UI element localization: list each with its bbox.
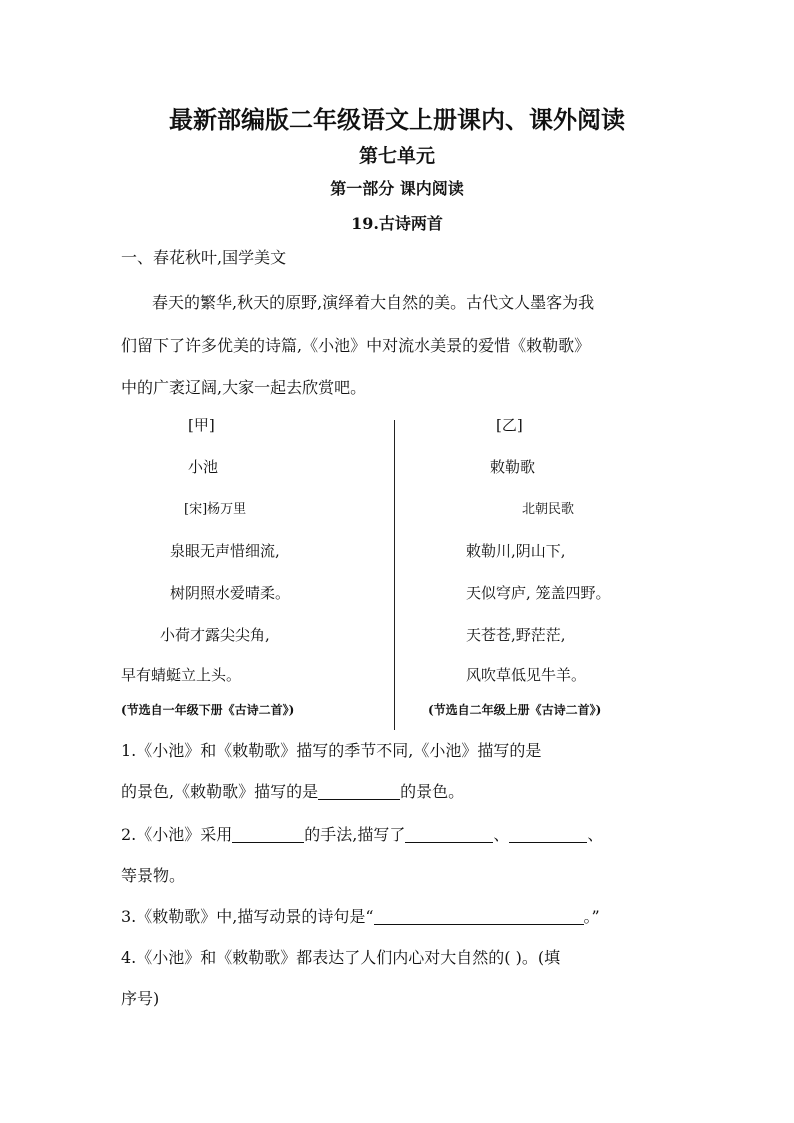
poem-a-mark: [甲] (188, 416, 215, 434)
question-3-text-a: 3.《敕勒歌》中,描写动景的诗句是“ (121, 907, 374, 926)
question-2-text-b: 的手法,描写了 (304, 825, 406, 844)
part-heading: 第一部分 课内阅读 (330, 179, 464, 198)
question-2-text-a: 2.《小池》采用 (121, 825, 233, 844)
intro-line-2: 们留下了许多优美的诗篇,《小池》中对流水美景的爱惜《敕勒歌》 (121, 336, 591, 355)
poem-b-line-3: 天苍苍,野茫茫, (466, 626, 566, 644)
document-title: 最新部编版二年级语文上册课内、课外阅读 (169, 105, 625, 134)
question-1-line-2 (121, 779, 464, 802)
poem-a-author: [宋]杨万里 (184, 502, 247, 517)
poem-a-title: 小池 (188, 458, 219, 476)
answer-blank-1[interactable] (318, 783, 400, 800)
unit-heading: 第七单元 (358, 145, 435, 167)
section-heading: 一、春花秋叶,国学美文 (121, 248, 287, 267)
poem-a-source: (节选自一年级下册《古诗二首》) (121, 703, 295, 717)
intro-line-1: 春天的繁华,秋天的原野,演绎着大自然的美。古代文人墨客为我 (152, 293, 595, 312)
poem-b-line-2: 天似穹庐, 笼盖四野。 (466, 584, 611, 602)
poem-a-line-4: 早有蜻蜓立上头。 (121, 666, 242, 684)
question-1-line-1: 1.《小池》和《敕勒歌》描写的季节不同,《小池》描写的是 (121, 741, 542, 760)
question-2-text-d: 、 (587, 825, 604, 844)
poem-b-line-1: 敕勒川,阴山下, (466, 542, 566, 560)
answer-blank-3[interactable] (405, 826, 493, 843)
question-3-text-b: 。” (583, 907, 600, 926)
question-2-line-2: 等景物。 (121, 866, 186, 885)
column-divider (394, 420, 395, 730)
intro-line-3: 中的广袤辽阔,大家一起去欣赏吧。 (121, 378, 367, 397)
poem-b-source: (节选自二年级上册《古诗二首》) (428, 703, 602, 717)
poem-b-line-4: 风吹草低见牛羊。 (466, 666, 587, 684)
poem-b-title: 敕勒歌 (490, 458, 536, 476)
question-4-line-1: 4.《小池》和《敕勒歌》都表达了人们内心对大自然的( )。(填 (121, 948, 561, 967)
poem-a-line-2: 树阴照水爱晴柔。 (170, 584, 291, 602)
answer-blank-2[interactable] (232, 826, 304, 843)
lesson-heading: 19.古诗两首 (351, 214, 443, 233)
question-1-text-b: 的景色。 (400, 782, 465, 801)
answer-blank-4[interactable] (509, 826, 587, 843)
poem-b-author: 北朝民歌 (522, 502, 575, 517)
question-3 (121, 904, 600, 927)
poem-b-mark: [乙] (496, 416, 523, 434)
question-2-text-c: 、 (493, 825, 510, 844)
poem-a-line-3: 小荷才露尖尖角, (160, 626, 270, 644)
question-4-line-2: 序号) (121, 989, 160, 1008)
question-2-line-1 (121, 822, 603, 845)
answer-blank-5[interactable] (374, 908, 584, 925)
poem-a-line-1: 泉眼无声惜细流, (170, 542, 280, 560)
question-1-text-a: 的景色,《敕勒歌》描写的是 (121, 782, 319, 801)
